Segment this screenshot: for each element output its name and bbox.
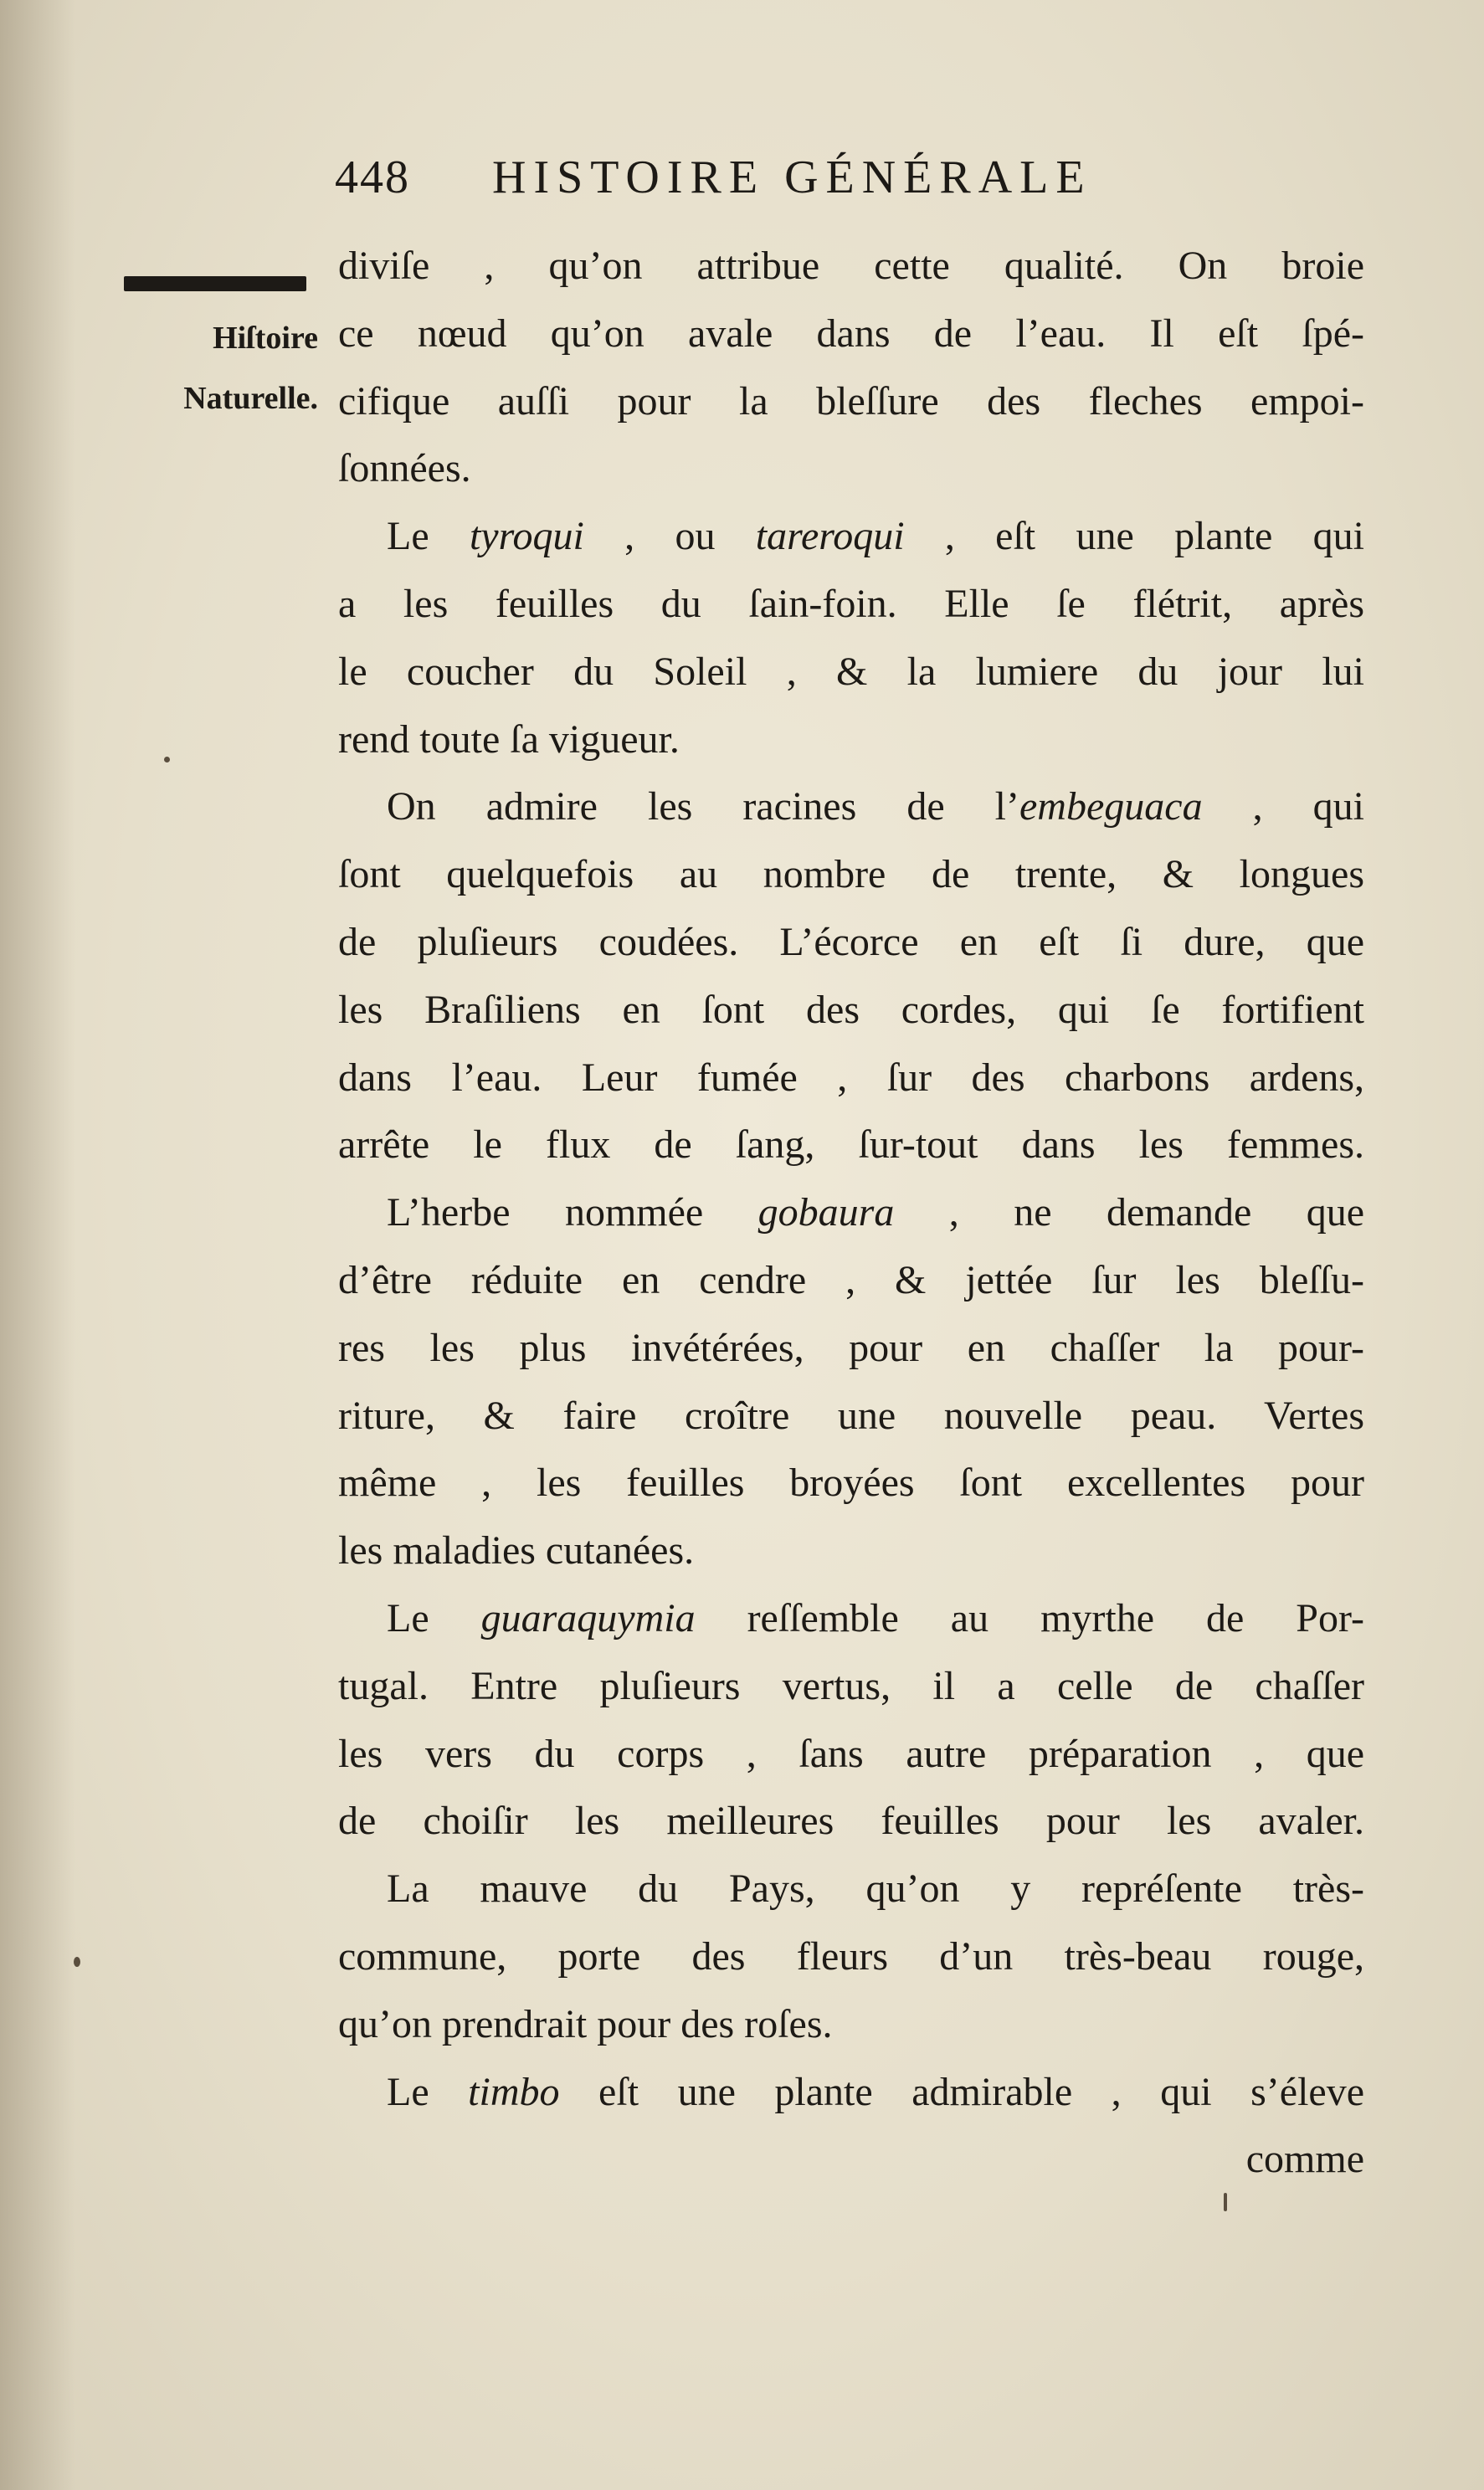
text-line: ſont quelquefois au nombre de trente, & longues bbox=[338, 852, 1364, 897]
text-line: On admire les racines de l’embeguaca , qui bbox=[387, 784, 1364, 829]
text-line: ce nœud qu’on avale dans de l’eau. Il eſt ſpé- bbox=[338, 311, 1364, 356]
margin-note-line: Hiſtoire bbox=[213, 321, 318, 356]
text-line: cifique auſſi pour la bleſſure des fleches empoi- bbox=[338, 378, 1364, 424]
text-line: commune, porte des fleurs d’un très-beau rouge, bbox=[338, 1933, 1364, 1979]
text-line: d’être réduite en cendre , & jettée ſur les bleſſu- bbox=[338, 1257, 1364, 1302]
body-text bbox=[338, 233, 1364, 2194]
text-line: tugal. Entre pluſieurs vertus, il a celle de chaſſer bbox=[338, 1663, 1364, 1708]
gutter-shadow bbox=[0, 0, 75, 2490]
plant-name: tareroqui bbox=[755, 514, 905, 559]
ink-speck bbox=[164, 757, 170, 762]
text-line: Le timbo eſt une plante admirable , qui s’éleve bbox=[387, 2069, 1364, 2114]
text-line: res les plus invétérées, pour en chaſſer la pour- bbox=[338, 1325, 1364, 1370]
text-line: rend toute ſa vigueur. bbox=[338, 716, 680, 762]
text-line: même , les feuilles broyées ſont excellentes pour bbox=[338, 1461, 1364, 1506]
ink-rule-mark bbox=[124, 276, 306, 291]
text-line: Le tyroqui , ou tareroqui , eſt une plante qui bbox=[387, 514, 1364, 559]
text-line: ſonnées. bbox=[338, 446, 471, 491]
plant-name: tyroqui bbox=[469, 514, 584, 559]
running-title: HISTOIRE GÉNÉRALE bbox=[492, 151, 1092, 203]
text-line: le coucher du Soleil , & la lumiere du jour lui bbox=[338, 649, 1364, 694]
text-line: L’herbe nommée gobaura , ne demande que bbox=[387, 1190, 1364, 1235]
text-line: diviſe , qu’on attribue cette qualité. On broie bbox=[338, 244, 1364, 288]
ink-speck bbox=[1224, 2193, 1227, 2211]
text-line: a les feuilles du ſain-foin. Elle ſe flétrit, après bbox=[338, 581, 1364, 626]
page-number: 448 bbox=[335, 151, 410, 203]
plant-name: embeguaca bbox=[1019, 784, 1203, 829]
text-line: les vers du corps , ſans autre préparation , que bbox=[338, 1731, 1364, 1776]
text-line: qu’on prendrait pour des roſes. bbox=[338, 2001, 833, 2046]
text-line: les Braſiliens en ſont des cordes, qui ſe fortifient bbox=[338, 987, 1364, 1032]
text-line: de pluſieurs coudées. L’écorce en eſt ſi dure, que bbox=[338, 919, 1364, 964]
plant-name: gobaura bbox=[757, 1190, 895, 1235]
text-line: les maladies cutanées. bbox=[338, 1528, 695, 1574]
text-line: Le guaraquymia reſſemble au myrthe de Por- bbox=[387, 1595, 1364, 1640]
plant-name: timbo bbox=[468, 2069, 560, 2114]
plant-name: guaraquymia bbox=[480, 1595, 696, 1640]
text-line: arrête le flux de ſang, ſur-tout dans les femmes. bbox=[338, 1122, 1364, 1168]
margin-note bbox=[117, 308, 318, 429]
page-header bbox=[335, 144, 1373, 211]
catchword: comme bbox=[1245, 2137, 1364, 2182]
text-line: de choiſir les meilleures feuilles pour les avaler. bbox=[338, 1799, 1364, 1844]
text-line: riture, & faire croître une nouvelle peau. Vertes bbox=[338, 1393, 1364, 1438]
ink-speck bbox=[74, 1957, 80, 1967]
text-line: dans l’eau. Leur fumée , ſur des charbons ardens, bbox=[338, 1055, 1364, 1100]
margin-note-line: Naturelle. bbox=[183, 381, 318, 416]
text-line: La mauve du Pays, qu’on y repréſente très- bbox=[387, 1866, 1364, 1912]
